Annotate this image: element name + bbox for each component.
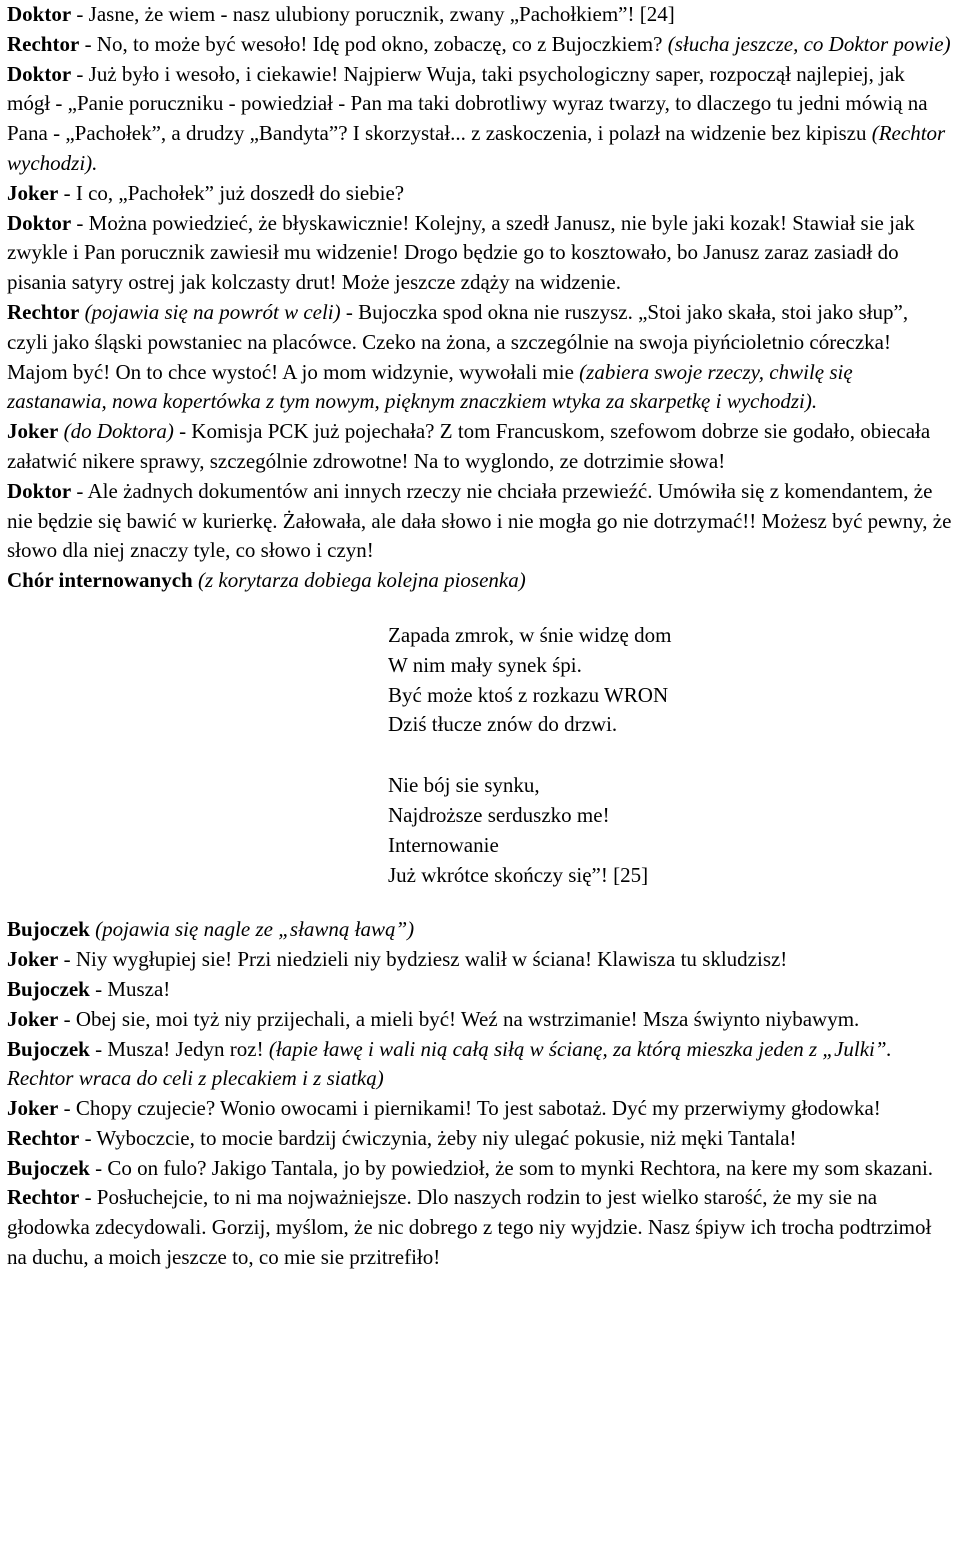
speaker-name: Rechtor xyxy=(7,299,80,324)
song-lyrics xyxy=(388,621,953,890)
dialogue-paragraph xyxy=(7,209,953,298)
speaker-name: Chór internowanych xyxy=(7,568,193,593)
speaker-name: Rechtor xyxy=(7,1125,80,1150)
dialogue-text: - Musza! xyxy=(89,976,171,1001)
stage-direction: (łapie ławę i wali nią całą siłą w ścianę, za którą mieszka jeden z „Julki”. Rechtor wraca do celi z plecakiem i z siatką) xyxy=(7,1036,892,1091)
dialogue-text: - Obej sie, moi tyż niy przijechali, a mieli być! Weź na wstrzimanie! Msza świynto niybawym. xyxy=(58,1006,860,1031)
speaker-name: Doktor xyxy=(7,2,72,26)
speaker-name: Rechtor xyxy=(7,1185,80,1210)
speaker-name: Doktor xyxy=(7,210,72,235)
dialogue-paragraph xyxy=(7,1094,953,1124)
stage-direction: (pojawia się na powrót w celi) xyxy=(84,299,341,324)
song-line: Dziś tłucze znów do drzwi. xyxy=(388,712,618,737)
song-line: W nim mały synek śpi. xyxy=(388,652,582,677)
stage-direction: (do Doktora) xyxy=(63,419,174,444)
speaker-name: Joker xyxy=(7,180,59,205)
dialogue-paragraph xyxy=(7,1124,953,1154)
song-line: Już wkrótce skończy się”! [25] xyxy=(388,862,649,887)
dialogue-before-song xyxy=(7,0,953,596)
dialogue-text: - Bujoczka spod okna nie ruszysz. „Stoi jako skała, stoi jako słup”, czyli jako śląski powstaniec na placówce. Czeko na żona, a szczególnie na swoja piyńcioletnio córeczka! Majom być! On to chce wystoć! A jo mom widzynie, wywołali mie xyxy=(7,299,909,384)
stage-direction: (słucha jeszcze, co Doktor powie) xyxy=(667,31,951,56)
speaker-name: Joker xyxy=(7,419,59,444)
dialogue-paragraph xyxy=(7,477,953,566)
dialogue-paragraph xyxy=(7,179,953,209)
speaker-name: Bujoczek xyxy=(7,1036,90,1061)
stage-direction: (z korytarza dobiega kolejna piosenka) xyxy=(197,568,526,593)
speaker-name: Doktor xyxy=(7,61,72,86)
dialogue-text: - Można powiedzieć, że błyskawicznie! Kolejny, a szedł Janusz, nie byle jaki kozak! Stawiał sie jak zwykle i Pan porucznik zawiesił mu widzenie! Drogo będzie go to kosztowało, bo Janusz zaraz zasiadł do pisania satyry ostrej jak kolczasty drut! Może jeszcze zdąży na widzenie. xyxy=(7,210,915,295)
dialogue-text: - Wyboczcie, to mocie bardzij ćwiczynia, żeby niy ulegać pokusie, niż męki Tantala! xyxy=(79,1125,797,1150)
dialogue-text: - Co on fulo? Jakigo Tantala, jo by powiedzioł, że som to mynki Rechtora, na kere my som skazani. xyxy=(89,1155,934,1180)
dialogue-paragraph xyxy=(7,30,953,60)
dialogue-paragraph xyxy=(7,1154,953,1184)
dialogue-paragraph xyxy=(7,1183,953,1272)
dialogue-paragraph xyxy=(7,417,953,477)
stage-direction: (Rechtor wychodzi). xyxy=(7,121,946,175)
song-line: Nie bój sie synku, xyxy=(388,773,540,798)
speaker-name: Bujoczek xyxy=(7,976,90,1001)
speaker-name: Rechtor xyxy=(7,31,80,56)
dialogue-text: - Już było i wesoło, i ciekawie! Najpierw Wuja, taki psychologiczny saper, rozpoczął najlepiej, jak mógł - „Panie poruczniku - powiedział - Pan ma taki dobrotliwy wyraz twarzy, to dlaczego tu jedni mówią na Pana - „Pachołek”, a drudzy „Bandyta”? I skorzystał... z zaskoczenia, i polazł na widzenie bez kipiszu xyxy=(7,61,928,146)
dialogue-text: - No, to może być wesoło! Idę pod okno, zobaczę, co z Bujoczkiem? xyxy=(79,31,668,56)
dialogue-paragraph xyxy=(7,566,953,596)
stage-direction: (pojawia się nagle ze „sławną ławą”) xyxy=(95,917,415,942)
speaker-name: Joker xyxy=(7,1006,59,1031)
dialogue-paragraph xyxy=(7,0,953,30)
speaker-name: Joker xyxy=(7,1096,59,1121)
dialogue-after-song xyxy=(7,915,953,1273)
dialogue-paragraph xyxy=(7,60,953,179)
dialogue-text: - Posłuchejcie, to ni ma nojważniejsze. Dlo naszych rodzin to jest wielko starość, że my sie na głodowka zdecydowali. Gorzij, myślom, że nic dobrego z tego niy wyjdzie. Nasz śpiyw ich trocha podtrzimoł na duchu, a moich jeszcze to, co mie sie przitrefiło! xyxy=(7,1185,932,1270)
song-line: Zapada zmrok, w śnie widzę dom xyxy=(388,622,672,647)
speaker-name: Doktor xyxy=(7,478,72,503)
speaker-name: Joker xyxy=(7,947,59,972)
dialogue-text: - Jasne, że wiem - nasz ulubiony porucznik, zwany „Pachołkiem”! [24] xyxy=(71,2,675,26)
dialogue-text: - Niy wygłupiej sie! Przi niedzieli niy bydziesz walił w ściana! Klawisza tu skludzisz! xyxy=(58,947,788,972)
song-line: Najdroższe serduszko me! xyxy=(388,802,610,827)
song-stanza-1 xyxy=(388,621,953,740)
dialogue-paragraph xyxy=(7,915,953,945)
dialogue-paragraph xyxy=(7,1035,953,1095)
dialogue-text: - Musza! Jedyn roz! xyxy=(89,1036,269,1061)
speaker-name: Bujoczek xyxy=(7,917,90,942)
song-stanza-2 xyxy=(388,771,953,890)
dialogue-paragraph xyxy=(7,1005,953,1035)
dialogue-paragraph xyxy=(7,975,953,1005)
dialogue-paragraph xyxy=(7,298,953,417)
speaker-name: Bujoczek xyxy=(7,1155,90,1180)
song-line: Być może ktoś z rozkazu WRON xyxy=(388,682,669,707)
dialogue-text: - Komisja PCK już pojechała? Z tom Francuskom, szefowom dobrze sie godało, obiecała załatwić nikere sprawy, szczególnie zdrowotne! Na to wyglondo, ze dotrzimie słowa! xyxy=(7,419,931,473)
stage-direction: (zabiera swoje rzeczy, chwilę się zastanawia, nowa kopertówka z tym nowym, pięknym znaczkiem wtyka za skarpetkę i wychodzi). xyxy=(7,359,853,414)
dialogue-text: - Ale żadnych dokumentów ani innych rzeczy nie chciała przewieźć. Umówiła się z komendantem, że nie będzie się bawić w kurierkę. Żałowała, ale dała słowo i nie mogła go nie dotrzymać!! Możesz być pewny, że słowo dla niej znaczy tyle, co słowo i czyn! xyxy=(7,478,952,563)
dialogue-text: - I co, „Pachołek” już doszedł do siebie? xyxy=(58,180,405,205)
song-line: Internowanie xyxy=(388,832,499,857)
dialogue-text: - Chopy czujecie? Wonio owocami i piernikami! To jest sabotaż. Dyć my przerwiymy głodowka! xyxy=(58,1096,881,1121)
dialogue-paragraph xyxy=(7,945,953,975)
